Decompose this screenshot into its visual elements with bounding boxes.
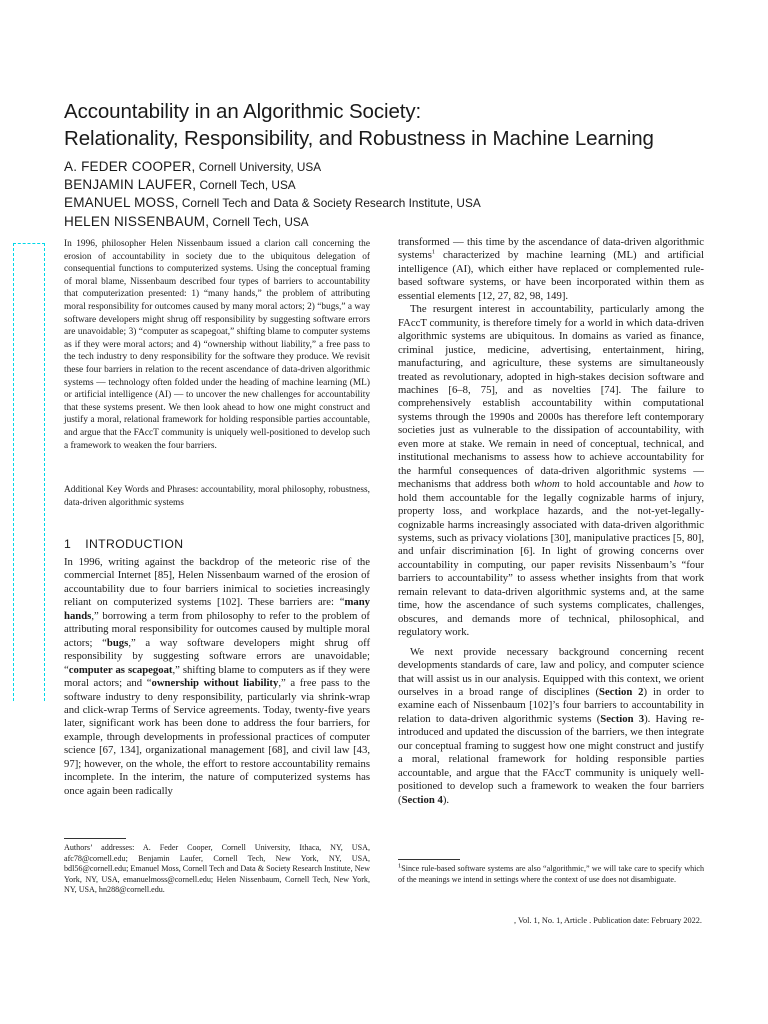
author — [64, 194, 724, 212]
author-affiliation: Cornell Tech and Data & Society Research Institute, USA — [178, 196, 481, 211]
keywords: Additional Key Words and Phrases: accountability, moral philosophy, robustness, data-driven algorithmic systems — [64, 485, 370, 508]
author-name: A. FEDER COOPER, — [64, 159, 196, 174]
section-link[interactable]: Section 3 — [600, 712, 645, 725]
footnote-1: $^1$Since rule-based software systems are also “algorithmic,” we will take care to specify which of the meanings we intend in settings where the context of use does not disambiguate. — [398, 862, 704, 884]
paragraph: The resurgent interest in accountability, particularly among the FAccT community, is therefore timely for a world in which data-driven algorithmic systems are ubiquitous. In domains as varied as finance, criminal justice, medicine, advertising, entertainment, hiring, manufacturing, and agriculture, these systems are simultaneously treated as revolutionary, adopted in high-stakes decision software and machines [6–8, 75], and as novelties [74]. The failure to comprehensively establish accountability within computational systems through the 1990s and 2000s has therefore left contemporary societies just as vulnerable to the dissipation of accountability, with even more at stake. We remain in need of conceptual, technical, and institutional mechanisms to assess how to achieve accountability for the harmful consequences of data-driven algorithmic systems — mechanisms that address both whom to hold accountable and how to hold them accountable for the legally cognizable harms of injury, property loss, and workplace hazards, and the not-yet-legally-cognizable harms increasingly associated with data-driven algorithmic systems, such as privacy violations [30], manipulative practices [5, 80], and unfair discrimination [6]. In light of growing concerns over accountability in computing, our paper revisits Nissenbaum’s “four barriers to accountability” to assess whether insights from that work remain relevant to data-driven algorithmic systems and, at the same time, how the ascendance of such systems complicates, challenges, obscures, and demands more of technical, philosophical, and regulatory work. — [398, 303, 705, 639]
section-title: INTRODUCTION — [85, 537, 184, 551]
bold-term: many hands — [64, 596, 370, 622]
footnote-ref[interactable]: 1 — [431, 248, 436, 256]
author-addresses-footnote: Authors’ addresses: A. Feder Cooper, Cornell University, Ithaca, NY, USA, afc78@cornell.edu; Benjamin Laufer, Cornell Tech, New York, NY, USA, bdl56@cornell.edu; Emanuel Moss, Cornell Tech and Data & Society Research Institute, New York, NY, USA, emanuelmoss@cornell.edu; Helen Nissenbaum, Cornell Tech, New York, NY, USA, hn288@cornell.edu. — [64, 843, 370, 895]
title-line-1: Accountability in an Algorithmic Society: — [64, 100, 422, 123]
author-affiliation: Cornell Tech, USA — [209, 214, 309, 229]
paragraph: In 1996, writing against the backdrop of the meteoric rise of the commercial Internet [85], Helen Nissenbaum warned of the erosion of accountability due to four barriers inimical to societies increasingly reliant on computerized systems [102]. These barriers are: “many hands,” borrowing a term from philosophy to refer to the problem of attributing moral responsibility for outcomes caused by multiple moral actors; “bugs,” a way software developers might shrug off responsibility by suggesting software errors are unavoidable; “computer as scapegoat,” shifting blame to computers as if they were moral actors; and “ownership without liability,” a free pass to the software industry to deny responsibility, particularly via shrink-wrap and click-wrap Terms of Service agreements. Today, twenty-five years later, significant work has been done to address the four barriers, for example, through developments in professional practices of computer science [67, 134], organizational management [68], and civil law [43, 97]; however, on the whole, the effort to restore accountability remains incomplete. In the interim, the nature of computerized systems has once again been radically — [64, 556, 371, 797]
author — [64, 176, 724, 194]
abstract: In 1996, philosopher Helen Nissenbaum issued a clarion call concerning the erosion of accountability in society due to the ubiquitous delegation of consequential functions to computerized systems. Using the conceptual framing of moral blame, Nissenbaum described four types of barriers to accountability that computerization presented: 1) “many hands,” the problem of attributing moral responsibility for outcomes caused by many moral actors; 2) “bugs,” a way software developers might shrug off responsibility by suggesting software errors are unavoidable; 3) “computer as scapegoat,” shifting blame to computer systems as if they were moral actors; and 4) “ownership without liability,” a free pass to the tech industry to deny responsibility for the software they produce. We revisit these four barriers in relation to the recent ascendance of data-driven algorithmic systems — technology often folded under the heading of machine learning (ML) or artificial intelligence (AI) — to uncover the new challenges for accountability that these systems present. We then look ahead to how one might construct and justify a moral, relational framework for holding responsible parties accountable, and argue that the FAccT community is uniquely well-positioned to develop such a framework to weaken the four barriers. — [64, 239, 370, 451]
bold-term: ownership without liability — [151, 677, 279, 690]
footnote-rule — [398, 859, 460, 860]
paper-title — [64, 98, 714, 152]
author-name: BENJAMIN LAUFER, — [64, 177, 197, 193]
author — [64, 213, 724, 231]
author-list — [64, 158, 724, 231]
footnote-mark: 1 — [398, 862, 402, 870]
publication-info: , Vol. 1, No. 1, Article . Publication date: February 2022. — [514, 916, 702, 925]
right-column-text — [398, 236, 704, 807]
section-number: 1 — [64, 537, 72, 551]
author — [64, 158, 724, 176]
section-link[interactable]: Section 2 — [599, 685, 644, 698]
section-heading — [64, 537, 183, 551]
author-affiliation: Cornell Tech, USA — [196, 178, 296, 193]
bold-term: bugs — [106, 636, 129, 649]
section-link[interactable]: Section 4 — [401, 793, 443, 806]
author-name: HELEN NISSENBAUM, — [64, 213, 210, 229]
paragraph: transformed — this time by the ascendance of data-driven algorithmic systems$^1$ characterized by machine learning (ML) and artificial intelligence (AI), which either have replaced or complemented rule-based software systems, or have been incorporated within them as essential elements [12, 27, 82, 98, 149]. — [398, 236, 704, 302]
author-name: EMANUEL MOSS, — [64, 195, 179, 211]
selection-marker — [13, 243, 45, 701]
footnote-rule — [64, 838, 126, 839]
author-affiliation: Cornell University, USA — [195, 160, 322, 174]
intro-text — [64, 556, 370, 798]
paragraph: We next provide necessary background concerning recent developments standards of care, law and policy, and computer science that will assist us in our analysis. Equipped with this context, we orient ourselves in a broad range of disciplines (Section 2) in order to examine each of Nissenbaum [102]’s four barriers to accountability in relation to data-driven algorithmic systems (Section 3). Having re-introduced and updated the discussion of the barriers, we then integrate our conceptual framing to suggest how one might construct and justify a moral, relational framework for holding responsible parties accountable, and argue that the FAccT community is uniquely well-positioned to develop such a framework to weaken the four barriers (Section 4). — [398, 645, 705, 806]
title-line-2: Relationality, Responsibility, and Robustness in Machine Learning — [64, 127, 654, 150]
bold-term: computer as scapegoat — [68, 663, 173, 676]
